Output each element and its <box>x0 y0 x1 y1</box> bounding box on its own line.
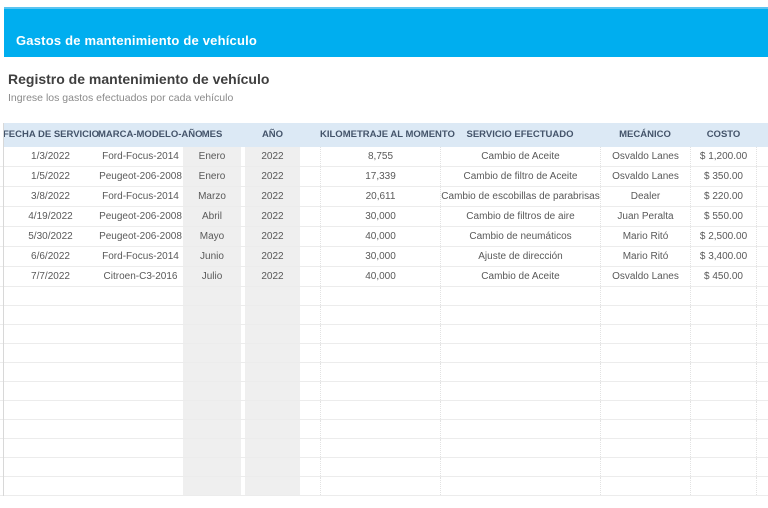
empty-cell-mes[interactable] <box>183 287 241 305</box>
empty-cell-mec[interactable] <box>600 344 690 362</box>
empty-cell-marca[interactable] <box>98 306 183 324</box>
empty-cell-marca[interactable] <box>98 382 183 400</box>
column-header-mes[interactable]: MES <box>201 129 223 140</box>
empty-cell-km[interactable] <box>320 363 440 381</box>
cell-serv[interactable]: Cambio de Aceite <box>440 267 600 286</box>
empty-cell-costo[interactable] <box>690 439 757 457</box>
cell-ano[interactable]: 2022 <box>245 227 300 246</box>
cell-marca[interactable]: Citroen-C3-2016 <box>103 271 178 282</box>
empty-cell-costo[interactable] <box>690 458 757 476</box>
empty-cell-mes[interactable] <box>183 439 241 457</box>
empty-cell-marca[interactable] <box>98 439 183 457</box>
cell-ano[interactable]: 2022 <box>245 147 300 166</box>
empty-cell-mec[interactable] <box>600 325 690 343</box>
empty-cell-km[interactable] <box>320 458 440 476</box>
empty-cell-mec[interactable] <box>600 458 690 476</box>
empty-cell-ano[interactable] <box>245 325 300 343</box>
empty-cell-serv[interactable] <box>440 401 600 419</box>
column-header-serv[interactable]: SERVICIO EFECTUADO <box>466 129 574 140</box>
maintenance-table <box>0 123 768 496</box>
empty-cell-km[interactable] <box>320 344 440 362</box>
cell-fecha[interactable]: 1/5/2022 <box>31 171 70 182</box>
table-row <box>0 167 768 187</box>
empty-table-row <box>0 306 768 325</box>
empty-cell-fecha[interactable] <box>3 420 98 438</box>
empty-cell-costo[interactable] <box>690 325 757 343</box>
empty-cell-costo[interactable] <box>690 287 757 305</box>
cell-mec[interactable]: Juan Peralta <box>600 207 690 226</box>
cell-km[interactable]: 30,000 <box>320 207 440 226</box>
cell-serv[interactable]: Cambio de filtros de aire <box>440 207 600 226</box>
empty-cell-mes[interactable] <box>183 306 241 324</box>
cell-serv[interactable]: Cambio de Aceite <box>440 147 600 166</box>
cell-marca[interactable]: Ford-Focus-2014 <box>102 191 179 202</box>
empty-cell-mec[interactable] <box>600 363 690 381</box>
cell-mec[interactable]: Osvaldo Lanes <box>600 167 690 186</box>
empty-cell-fecha[interactable] <box>3 401 98 419</box>
cell-fecha[interactable]: 3/8/2022 <box>31 191 70 202</box>
cell-costo[interactable]: $ 350.00 <box>690 167 757 186</box>
app-title-banner <box>4 7 768 57</box>
cell-serv[interactable]: Cambio de filtro de Aceite <box>440 167 600 186</box>
empty-cell-km[interactable] <box>320 420 440 438</box>
empty-cell-fecha[interactable] <box>3 439 98 457</box>
empty-cell-fecha[interactable] <box>3 325 98 343</box>
cell-costo[interactable]: $ 3,400.00 <box>690 247 757 266</box>
cell-mes[interactable]: Marzo <box>183 187 241 206</box>
cell-km[interactable]: 17,339 <box>320 167 440 186</box>
cell-fecha[interactable]: 4/19/2022 <box>28 211 73 222</box>
empty-cell-marca[interactable] <box>98 344 183 362</box>
cell-costo[interactable]: $ 2,500.00 <box>690 227 757 246</box>
empty-cell-marca[interactable] <box>98 401 183 419</box>
table-left-border <box>3 123 4 496</box>
empty-cell-ano[interactable] <box>245 287 300 305</box>
empty-cell-mes[interactable] <box>183 458 241 476</box>
empty-cell-mes[interactable] <box>183 325 241 343</box>
empty-cell-km[interactable] <box>320 287 440 305</box>
cell-ano[interactable]: 2022 <box>245 207 300 226</box>
empty-table-row <box>0 287 768 306</box>
empty-cell-costo[interactable] <box>690 382 757 400</box>
empty-cell-serv[interactable] <box>440 344 600 362</box>
cell-km[interactable]: 40,000 <box>320 267 440 286</box>
table-row <box>0 147 768 167</box>
empty-cell-marca[interactable] <box>98 287 183 305</box>
empty-cell-costo[interactable] <box>690 477 757 495</box>
cell-marca[interactable]: Peugeot-206-2008 <box>99 171 182 182</box>
empty-table-row <box>0 325 768 344</box>
empty-table-row <box>0 401 768 420</box>
page-title: Registro de mantenimiento de vehículo <box>8 71 270 87</box>
cell-mes[interactable]: Abril <box>183 207 241 226</box>
empty-cell-costo[interactable] <box>690 306 757 324</box>
empty-cell-mec[interactable] <box>600 477 690 495</box>
empty-cell-ano[interactable] <box>245 401 300 419</box>
empty-cell-ano[interactable] <box>245 306 300 324</box>
cell-mec[interactable]: Mario Ritó <box>600 247 690 266</box>
empty-cell-ano[interactable] <box>245 420 300 438</box>
cell-mes[interactable]: Junio <box>183 247 241 266</box>
cell-ano[interactable]: 2022 <box>245 167 300 186</box>
empty-cell-mes[interactable] <box>183 420 241 438</box>
empty-cell-marca[interactable] <box>98 477 183 495</box>
empty-cell-km[interactable] <box>320 382 440 400</box>
empty-table-row <box>0 439 768 458</box>
cell-mec[interactable]: Dealer <box>600 187 690 206</box>
empty-cell-serv[interactable] <box>440 477 600 495</box>
table-body <box>0 147 768 496</box>
table-row <box>0 267 768 287</box>
empty-cell-serv[interactable] <box>440 325 600 343</box>
empty-table-row <box>0 420 768 439</box>
empty-cell-fecha[interactable] <box>3 458 98 476</box>
empty-cell-ano[interactable] <box>245 439 300 457</box>
cell-mes[interactable]: Enero <box>183 167 241 186</box>
column-header-costo[interactable]: COSTO <box>706 129 741 140</box>
empty-cell-costo[interactable] <box>690 344 757 362</box>
empty-cell-fecha[interactable] <box>3 344 98 362</box>
empty-cell-fecha[interactable] <box>3 287 98 305</box>
empty-cell-costo[interactable] <box>690 363 757 381</box>
empty-cell-mec[interactable] <box>600 420 690 438</box>
cell-serv[interactable]: Ajuste de dirección <box>440 247 600 266</box>
empty-cell-mec[interactable] <box>600 382 690 400</box>
empty-cell-ano[interactable] <box>245 363 300 381</box>
empty-cell-mec[interactable] <box>600 439 690 457</box>
column-header-km[interactable]: KILOMETRAJE AL MOMENTO <box>320 129 455 140</box>
cell-fecha[interactable]: 6/6/2022 <box>31 251 70 262</box>
empty-table-row <box>0 458 768 477</box>
empty-cell-ano[interactable] <box>245 382 300 400</box>
cell-mec[interactable]: Osvaldo Lanes <box>600 147 690 166</box>
empty-cell-serv[interactable] <box>440 382 600 400</box>
cell-fecha[interactable]: 5/30/2022 <box>28 231 73 242</box>
table-row <box>0 207 768 227</box>
empty-cell-mes[interactable] <box>183 382 241 400</box>
cell-costo[interactable]: $ 450.00 <box>690 267 757 286</box>
empty-cell-fecha[interactable] <box>3 306 98 324</box>
empty-cell-marca[interactable] <box>98 325 183 343</box>
table-header-row <box>0 123 768 147</box>
empty-cell-km[interactable] <box>320 439 440 457</box>
empty-cell-marca[interactable] <box>98 458 183 476</box>
empty-cell-ano[interactable] <box>245 344 300 362</box>
cell-costo[interactable]: $ 220.00 <box>690 187 757 206</box>
empty-cell-ano[interactable] <box>245 477 300 495</box>
cell-serv[interactable]: Cambio de neumáticos <box>440 227 600 246</box>
cell-fecha[interactable]: 1/3/2022 <box>31 151 70 162</box>
cell-km[interactable]: 40,000 <box>320 227 440 246</box>
empty-cell-fecha[interactable] <box>3 477 98 495</box>
empty-cell-marca[interactable] <box>98 363 183 381</box>
empty-cell-km[interactable] <box>320 401 440 419</box>
table-row <box>0 187 768 207</box>
empty-cell-mec[interactable] <box>600 287 690 305</box>
cell-costo[interactable]: $ 550.00 <box>690 207 757 226</box>
cell-marca[interactable]: Ford-Focus-2014 <box>102 251 179 262</box>
cell-km[interactable]: 30,000 <box>320 247 440 266</box>
empty-cell-serv[interactable] <box>440 287 600 305</box>
cell-mec[interactable]: Osvaldo Lanes <box>600 267 690 286</box>
empty-cell-serv[interactable] <box>440 420 600 438</box>
empty-cell-costo[interactable] <box>690 420 757 438</box>
cell-costo[interactable]: $ 1,200.00 <box>690 147 757 166</box>
cell-mes[interactable]: Mayo <box>183 227 241 246</box>
empty-cell-serv[interactable] <box>440 306 600 324</box>
empty-cell-mec[interactable] <box>600 401 690 419</box>
empty-table-row <box>0 363 768 382</box>
empty-cell-fecha[interactable] <box>3 363 98 381</box>
empty-cell-mes[interactable] <box>183 363 241 381</box>
cell-mec[interactable]: Mario Ritó <box>600 227 690 246</box>
column-header-ano[interactable]: AÑO <box>261 129 284 140</box>
column-header-fecha[interactable]: FECHA DE SERVICIO <box>3 129 100 140</box>
cell-serv[interactable]: Cambio de escobillas de parabrisas <box>440 187 600 206</box>
table-row <box>0 247 768 267</box>
empty-table-row <box>0 477 768 496</box>
cell-ano[interactable]: 2022 <box>245 267 300 286</box>
cell-mes[interactable]: Julio <box>183 267 241 286</box>
cell-marca[interactable]: Ford-Focus-2014 <box>102 151 179 162</box>
empty-cell-ano[interactable] <box>245 458 300 476</box>
cell-ano[interactable]: 2022 <box>245 187 300 206</box>
empty-cell-marca[interactable] <box>98 420 183 438</box>
empty-cell-fecha[interactable] <box>3 382 98 400</box>
empty-cell-mes[interactable] <box>183 401 241 419</box>
cell-km[interactable]: 8,755 <box>320 147 440 166</box>
cell-km[interactable]: 20,611 <box>320 187 440 206</box>
page-subtitle: Ingrese los gastos efectuados por cada vehículo <box>8 92 234 104</box>
cell-ano[interactable]: 2022 <box>245 247 300 266</box>
banner-title: Gastos de mantenimiento de vehículo <box>16 33 258 48</box>
column-header-marca[interactable]: MARCA-MODELO-AÑO <box>98 129 203 140</box>
empty-cell-serv[interactable] <box>440 458 600 476</box>
empty-cell-mes[interactable] <box>183 344 241 362</box>
empty-cell-km[interactable] <box>320 306 440 324</box>
empty-table-row <box>0 382 768 401</box>
table-row <box>0 227 768 247</box>
cell-fecha[interactable]: 7/7/2022 <box>31 271 70 282</box>
empty-cell-mec[interactable] <box>600 306 690 324</box>
empty-cell-serv[interactable] <box>440 439 600 457</box>
cell-mes[interactable]: Enero <box>183 147 241 166</box>
empty-cell-km[interactable] <box>320 477 440 495</box>
empty-cell-costo[interactable] <box>690 401 757 419</box>
cell-marca[interactable]: Peugeot-206-2008 <box>99 231 182 242</box>
empty-cell-km[interactable] <box>320 325 440 343</box>
column-header-mec[interactable]: MECÁNICO <box>619 129 671 140</box>
empty-table-row <box>0 344 768 363</box>
empty-cell-serv[interactable] <box>440 363 600 381</box>
empty-cell-mes[interactable] <box>183 477 241 495</box>
cell-marca[interactable]: Peugeot-206-2008 <box>99 211 182 222</box>
